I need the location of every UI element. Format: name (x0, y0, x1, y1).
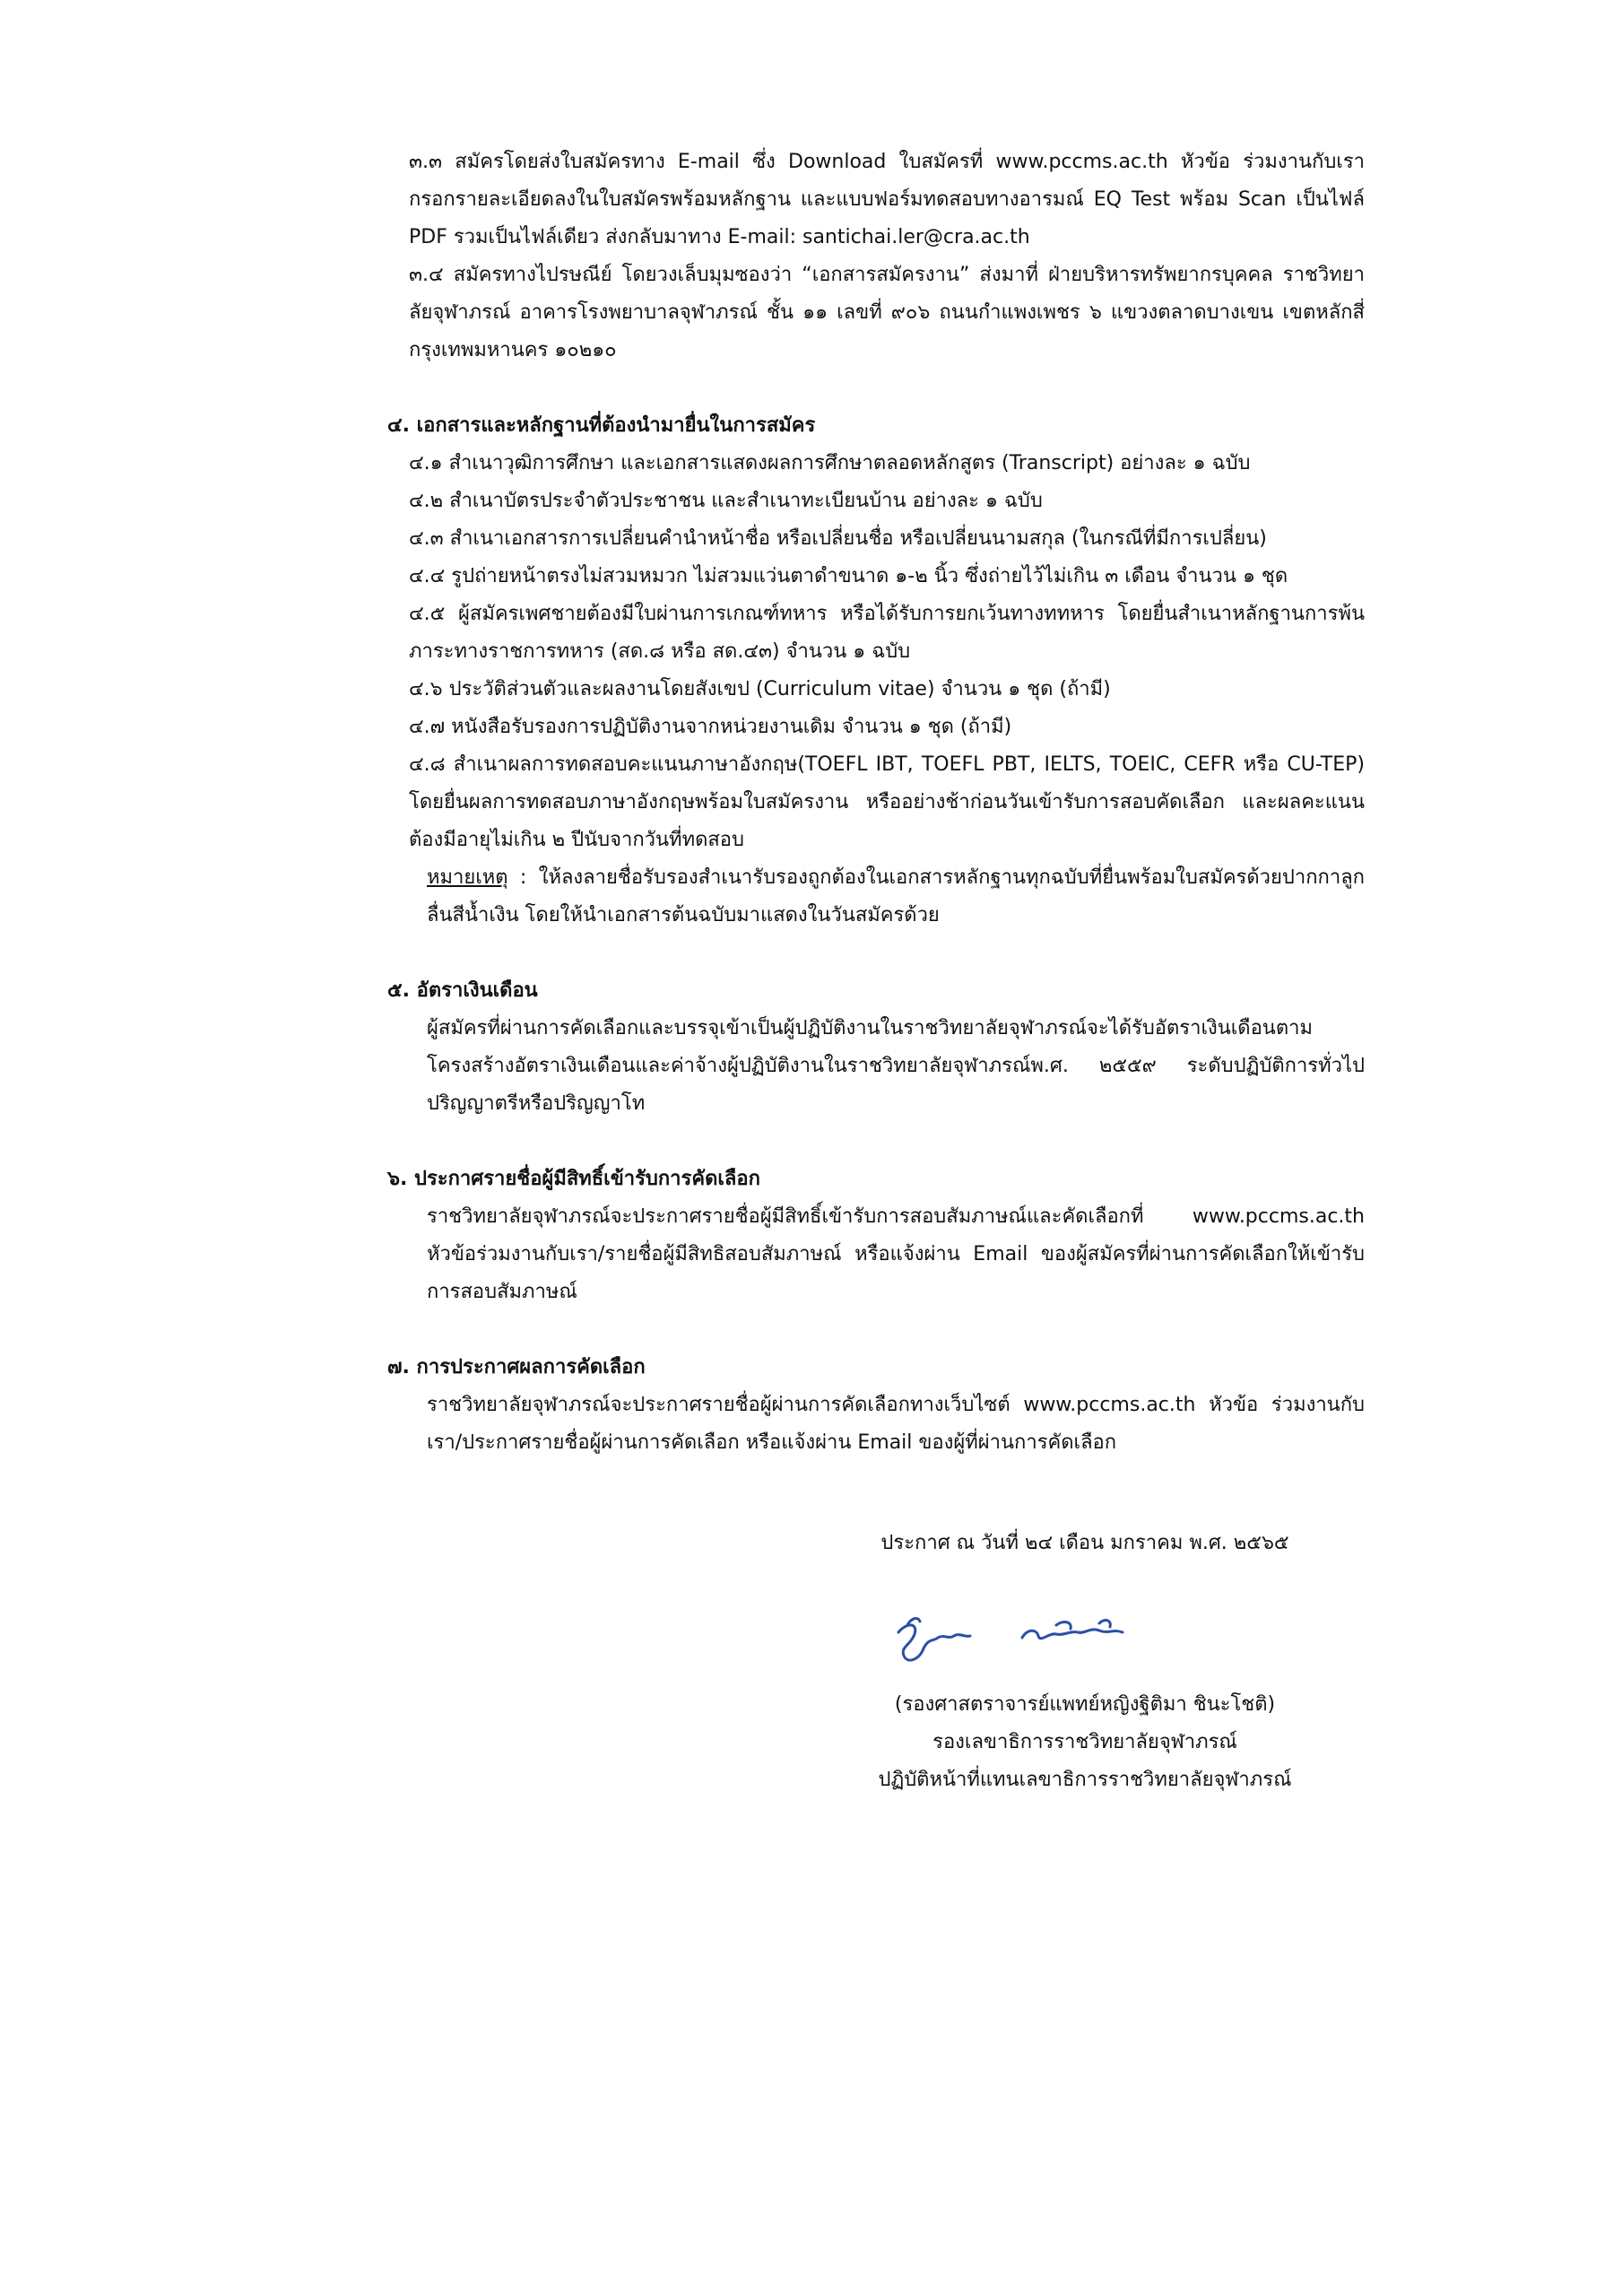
section-5-body: ผู้สมัครที่ผ่านการคัดเลือกและบรรจุเข้าเป็นผู้ปฏิบัติงานในราชวิทยาลัยจุฬาภรณ์จะได้รับอัตราเงินเดือนตามโครงสร้างอัตราเงินเดือนและค่าจ้างผู้ปฏิบัติงานในราชวิทยาลัยจุฬาภรณ์พ.ศ. ๒๕๕๙ ระดับปฏิบัติการทั่วไป ปริญญาตรีหรือปริญญาโท (427, 1017, 1365, 1115)
signatory-name: (รองศาสตราจารย์แพทย์หญิงฐิติมา ชินะโชติ) (894, 1693, 1276, 1716)
item-4-3: ๔.๓ สำเนาเอกสารการเปลี่ยนคำนำหน้าชื่อ หรือเปลี่ยนชื่อ หรือเปลี่ยนนามสกุล (ในกรณีที่มีการเปลี่ยน) (409, 527, 1267, 550)
item-4-7: ๔.๗ หนังสือรับรองการปฏิบัติงานจากหน่วยงานเดิม จำนวน ๑ ชุด (ถ้ามี) (409, 716, 1012, 738)
section-7-heading: ๗. การประกาศผลการคัดเลือก (387, 1356, 646, 1378)
item-3-4: ๓.๔ สมัครทางไปรษณีย์ โดยวงเล็บมุมซองว่า “เอกสารสมัครงาน” ส่งมาที่ ฝ่ายบริหารทรัพยากรบุคคล ราชวิทยาลัยจุฬาภรณ์ อาคารโรงพยาบาลจุฬาภรณ์ ชั้น ๑๑ เลขที่ ๙๐๖ ถนนกำแพงเพชร ๖ แขวงตลาดบางเขน เขตหลักสี่ กรุงเทพมหานคร ๑๐๒๑๐ (409, 264, 1365, 361)
note-text: : ให้ลงลายชื่อรับรองสำเนารับรองถูกต้องในเอกสารหลักฐานทุกฉบับที่ยื่นพร้อมใบสมัครด้วยปากกาลูกลื่นสีน้ำเงิน โดยให้นำเอกสารต้นฉบับมาแสดงในวันสมัครด้วย (427, 866, 1365, 926)
item-3-3: ๓.๓ สมัครโดยส่งใบสมัครทาง E-mail ซึ่ง Download ใบสมัครที่ www.pccms.ac.th หัวข้อ ร่วมงานกับเรา กรอกรายละเอียดลงในใบสมัครพร้อมหลักฐาน และแบบฟอร์มทดสอบทางอารมณ์ EQ Test พร้อม Scan เป็นไฟล์ PDF รวมเป็นไฟล์เดียว ส่งกลับมาทาง E-mail: santichai.ler@cra.ac.th (409, 151, 1365, 248)
section-6-body: ราชวิทยาลัยจุฬาภรณ์จะประกาศรายชื่อผู้มีสิทธิ์เข้ารับการสอบสัมภาษณ์และคัดเลือกที่ www.pccms.ac.th หัวข้อร่วมงานกับเรา/รายชื่อผู้มีสิทธิสอบสัมภาษณ์ หรือแจ้งผ่าน Email ของผู้สมัครที่ผ่านการคัดเลือกให้เข้ารับการสอบสัมภาษณ์ (427, 1205, 1365, 1303)
item-4-4: ๔.๔ รูปถ่ายหน้าตรงไม่สวมหมวก ไม่สวมแว่นตาดำขนาด ๑-๒ นิ้ว ซึ่งถ่ายไว้ไม่เกิน ๓ เดือน จำนวน ๑ ชุด (409, 565, 1288, 587)
section-5-heading: ๕. อัตราเงินเดือน (387, 979, 538, 1002)
item-4-5: ๔.๕ ผู้สมัครเพศชายต้องมีใบผ่านการเกณฑ์ทหาร หรือได้รับการยกเว้นทางททหาร โดยยื่นสำเนาหลักฐานการพ้นภาระทางราชการทหาร (สด.๘ หรือ สด.๔๓) จำนวน ๑ ฉบับ (409, 603, 1365, 663)
signatory-title-2: ปฏิบัติหน้าที่แทนเลขาธิการราชวิทยาลัยจุฬาภรณ์ (878, 1769, 1292, 1791)
section-6-heading: ๖. ประกาศรายชื่อผู้มีสิทธิ์เข้ารับการคัดเลือก (387, 1168, 760, 1190)
item-4-6: ๔.๖ ประวัติส่วนตัวและผลงานโดยสังเขป (Curriculum vitae) จำนวน ๑ ชุด (ถ้ามี) (409, 678, 1111, 700)
announcement-date: ประกาศ ณ วันที่ ๒๔ เดือน มกราคม พ.ศ. ๒๕๖๕ (880, 1532, 1289, 1554)
signature-image (888, 1605, 1139, 1677)
section-7-body: ราชวิทยาลัยจุฬาภรณ์จะประกาศรายชื่อผู้ผ่านการคัดเลือกทางเว็บไซต์ www.pccms.ac.th หัวข้อ ร่วมงานกับเรา/ประกาศรายชื่อผู้ผ่านการคัดเลือก หรือแจ้งผ่าน Email ของผู้ที่ผ่านการคัดเลือก (427, 1394, 1365, 1454)
document-body (387, 144, 1365, 1462)
signatory-title-1: รองเลขาธิการราชวิทยาลัยจุฬาภรณ์ (932, 1731, 1237, 1753)
item-4-8: ๔.๘ สำเนาผลการทดสอบคะแนนภาษาอังกฤษ(TOEFL IBT, TOEFL PBT, IELTS, TOEIC, CEFR หรือ CU-TEP) โดยยื่นผลการทดสอบภาษาอังกฤษพร้อมใบสมัครงาน หรืออย่างช้าก่อนวันเข้ารับการสอบคัดเลือก และผลคะแนนต้องมีอายุไม่เกิน ๒ ปีนับจากวันที่ทดสอบ (409, 753, 1365, 851)
note-label: หมายเหตุ (427, 866, 508, 889)
section-4-heading: ๔. เอกสารและหลักฐานที่ต้องนำมายื่นในการสมัคร (387, 414, 816, 437)
item-4-1: ๔.๑ สำเนาวุฒิการศึกษา และเอกสารแสดงผลการศึกษาตลอดหลักสูตร (Transcript) อย่างละ ๑ ฉบับ (409, 452, 1251, 474)
item-4-2: ๔.๒ สำเนาบัตรประจำตัวประชาชน และสำเนาทะเบียนบ้าน อย่างละ ๑ ฉบับ (409, 490, 1043, 512)
section-4-note (387, 859, 1365, 935)
